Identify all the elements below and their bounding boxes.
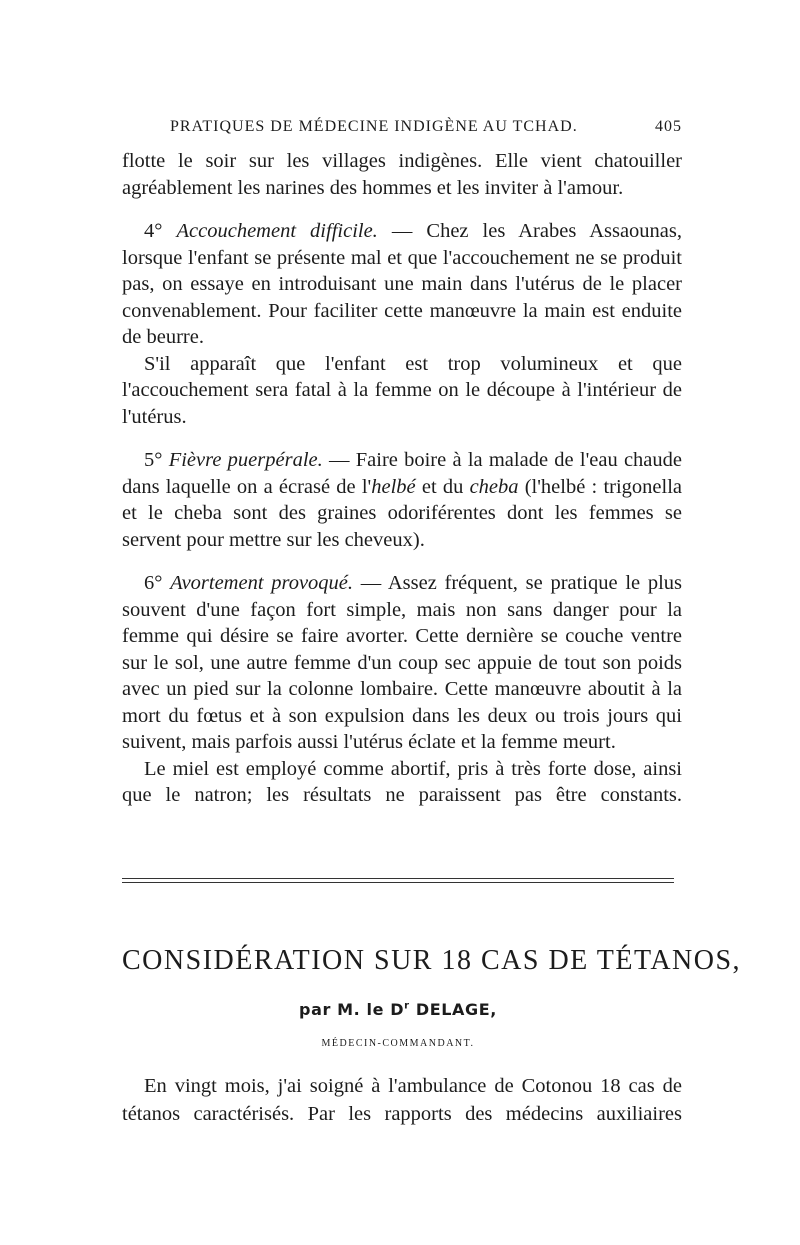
section-heading: Fièvre puerpérale. xyxy=(168,449,323,471)
article-opening-paragraph: En vingt mois, j'ai soigné à l'ambulance de Cotonou 18 cas de tétanos caractérisés. Par les rapports des médecins auxiliaires xyxy=(122,1075,682,1125)
term-helbe: helbé xyxy=(371,475,416,498)
paragraph-continuation xyxy=(122,148,682,201)
section-divider xyxy=(122,878,674,883)
paragraph-text: flotte le soir sur les villages indigènes. Elle vient chatouiller agréablement les narines des hommes et les inviter à l'amour. xyxy=(122,150,682,199)
running-title: PRATIQUES DE MÉDECINE INDIGÈNE AU TCHAD. xyxy=(170,118,578,135)
article-body xyxy=(122,1072,682,1128)
paragraph-text: Le miel est employé comme abortif, pris à très forte dose, ainsi que le natron; les résultats ne paraissent pas être constants. xyxy=(122,757,682,806)
paragraph-text: — Assez fréquent, se pratique le plus souvent d'une façon fort simple, mais non sans danger pour la femme qui désire se faire avorter. Cette dernière se couche ventre sur le sol, une autre femme d'un coup sec appuie de tout son poids avec un pied sur la colonne lombaire. Cette manœuvre aboutit à la mort du fœtus et à son expulsion dans les deux ou trois jours qui suivent, mais parfois aussi l'utérus éclate et la femme meurt. xyxy=(122,572,682,753)
paragraph-text: — Faire boire à la malade de l'eau chaude dans laquelle on a écrasé de l' xyxy=(122,449,683,498)
author-line xyxy=(122,1000,674,1019)
author-title-sup: r xyxy=(404,1000,410,1012)
page-number: 405 xyxy=(655,118,682,135)
paragraph-accouchement xyxy=(122,218,682,351)
section-number: 5° xyxy=(144,449,163,471)
divider-line xyxy=(122,882,674,883)
paragraph-text: et du xyxy=(415,475,470,498)
paragraph-avortement xyxy=(122,570,682,756)
article-title: CONSIDÉRATION SUR 18 CAS DE TÉTANOS, xyxy=(122,945,742,976)
section-heading: Avortement provoqué. xyxy=(170,572,354,594)
section-number: 4° xyxy=(144,220,163,242)
paragraph-text: S'il apparaît que l'enfant est trop volumineux et que l'accouchement sera fatal à la femme on le découpe à l'intérieur de l'utérus. xyxy=(122,352,682,428)
section-number: 6° xyxy=(144,572,163,594)
body-text xyxy=(122,148,682,809)
author-rank: MÉDECIN-COMMANDANT. xyxy=(321,1038,475,1049)
paragraph-text: (l'helbé : trigonella et le cheba sont des graines odoriférentes dont les femmes se servent pour mettre sur les cheveux). xyxy=(122,475,682,551)
term-cheba: cheba xyxy=(469,475,519,498)
divider-line xyxy=(122,878,674,879)
paragraph-fievre xyxy=(122,447,682,553)
author-name: DELAGE, xyxy=(409,1000,497,1019)
paragraph-accouchement-cont xyxy=(122,351,682,431)
section-heading: Accouchement difficile. xyxy=(176,220,378,242)
paragraph-miel xyxy=(122,756,682,809)
author-prefix: par M. le D xyxy=(299,1000,405,1019)
running-header xyxy=(170,118,682,136)
paragraph-text: — Chez les Arabes Assaounas, lorsque l'enfant se présente mal et que l'accouchement ne se produit pas, on essaye en introduisant une main dans l'utérus de le placer convenablement. Pour faciliter cette manœuvre la main est enduite de beurre. xyxy=(122,220,683,348)
